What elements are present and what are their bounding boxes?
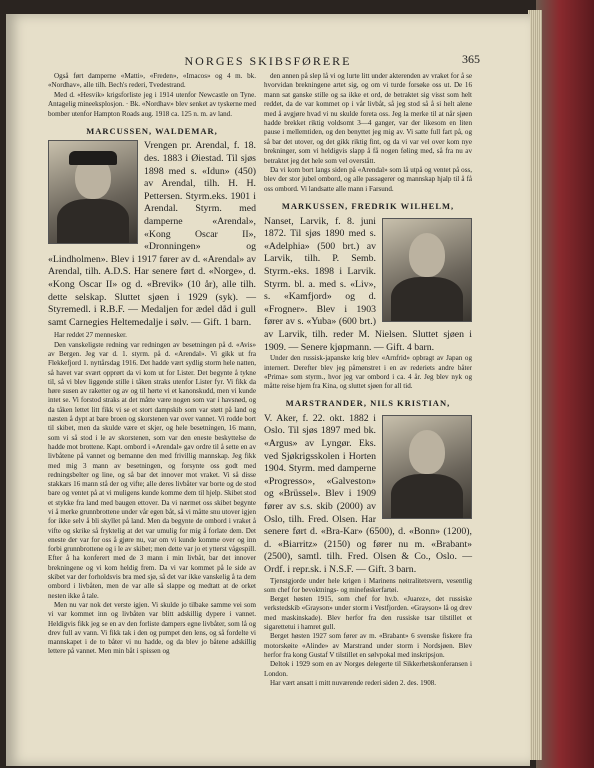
person-bio-text: Vrengen pr. Arendal, f. 18. des. 1883 i Øiestad. Til sjøs 1898 med s. «Idun» (450) av Arendal, tilh. H. H. Pettersen. Styrm.eks. 1901 i Arendal. Styrm. med damperne «Arendal», «Kong Oscar II», «Dronningen» og «Lindholmen». Blev i 1917 fører av d. «Arendal» av Arendal, tilh. A.D.S. Har senere ført d. «Norge», d. «Kong Oscar II» og d. «Brevik» (10 år), alle tilh. dette selskap. Sluttet sjøen i 1929 (syk). — Styremedl. i R.B.F. — Medaljen for ædel dåd i gull samt Carnegies Heltemedalje i sølv. — Gift. 1 barn. [48,140,256,328]
person-bio [264,216,472,355]
story-paragraph: Under den russisk-japanske krig blev «Arnfrid» opbragt av Japan og internert. Derefter blev jeg påmønstret i en av rederiets andre båter «Prima» som styrm., hvor jeg var ombord i ca. 4 år. Jeg blev nyk og måtte reise hjem fra Kina, og sluttet sjøen for all tid. [264,354,472,391]
story-paragraph: Berget høsten 1927 som fører av m. «Brabant» 6 svenske fiskere fra motorskøite «Alinde» av Marstrand under storm i Nordsjøen. Blev herfor fra kong Gustaf V tilstillet en sølvpokal med inskripsjon. [264,632,472,659]
person-bio-text: Nanset, Larvik, f. 8. juni 1872. Til sjøs 1890 med s. «Adelphia» (500 brt.) av Larvik, tilh. P. Semb. Styrm.-eks. 1898 i Larvik. Styrm. bl. a. med s. «Liv», s. «Kamfjord» og d. «Frogner». Blev i 1903 fører av s. «Yuba» (600 brt.) av Larvik, tilh. reder M. Nielsen. Sluttet sjøen i 1909. — Senere kjøpmann. — Gift. 4 barn. [264,215,472,353]
intro-paragraph: Også ført damperne «Matti», «Freden», «Imacos» og 4 m. bk. «Nordhav», alle tilh. Bech's rederi, Tvedestrand. [48,72,256,90]
portrait-photo [48,140,138,244]
person-bio-text: V. Aker, f. 22. okt. 1882 i Oslo. Til sjøs 1897 med bk. «Argus» av Lyngør. Eks. ved Sjøkrigsskolen i Horten 1904. Styrm. med damperne «Progresso», «Galveston» og «Brüssel». Blev i 1909 fører av s.s. skib (2000) av Oslo, tilh. Fred. Olsen. Har senere ført d. «Bra-Kar» (6500), d. «Bonn» (1200), d. «Biarritz» (2150) og fører nu m. «Brabant» (2500), samtl. tilh. Fred. Olsen & Co., Oslo. — Ordf. i repr.sk. i N.S.F. — Gift. 3 barn. [264,412,472,575]
story-paragraph: Berget høsten 1915, som chef for hv.b. «Juarez», det russiske verkstedskib «Grayson» under storm i Vestfjorden. «Grayson» lå og drev med maskinskade). Blev herfor fra den russiske tsar tilstillet et sigarettetui i hamret gull. [264,595,472,632]
story-paragraph: Den vanskeligste redning var redningen av besetningen på d. «Avis» av Bergen. Jeg var d. 1. styrm. på d. «Arendal». Vi gikk ut fra Flekkefjord 1. nyttårsdag 1916. Det hadde vært sydlig storm hele natten, så havet var svært opprørt da vi kom ut for Lister. Det begynte å tykne til, så vi blev liggende stille i tåken straks utenfor Lister fyr. Vi fikk da høre susen av raketter og av og til hørte vi et kanonskudd, men vi kunde intet se. Vi forstod straks at det måtte være nogen som var i havsnød, og da tåken lettet litt fikk vi se et stort dampskib som var støtt på land og næsten å dypt at bare broen og skorstenen var over vannet. Vi rodde bort til skibet, men da skulde være et skjer, og hele besetningen, 16 mann, som vi så stod i le av skorstenen, som var den eneste beskyttelse de hadde mot brottene. Kapt. ombord i «Arendal» gav ordre til å sette en av livbåtene på vannet og bemanne den med frivillig mannskap. Jeg fikk med mig 3 mann av besetningen, og forsynte oss godt med redningsbelter og line, og så bar det innover mot vraket. Vi så disse stakkars 16 mann stå der og vifte; alle deres livbåter var borte og de stod bare og ventet på at vi muligens kunde komme dem til hjelp. Skibet stod et stykke fra land med baugen ettover. Da vi nærmet oss skibet begynte vi å merke grunnbrottene under vår egen båt, så vi måtte snu utover igjen for ikke selv å bli skyllet på land. Men da begynte de ombord i vraket å vifte og skrike så fryktelig at det var umulig for mig å forlate dem. Det eneste der var for oss å gjøre nu, var om vi kunde komme over og inn forbi grunnbrottene og i le av skibet; men dette var jo et ytterst vågespill. Efter å ha konferert med de 3 mann i min livbåt, bar det innover brekningene og vi kom heldig frem. Da vi var kommet på le side av skibet var der forholdsvis bra med sjø, så det var ikke vanskelig å ta dem ombord i livbåten, men de var alle så slappe og medtatt at de orket nesten ikke å tale. [48,340,256,600]
person-name: MARCUSSEN, WALDEMAR, [86,126,218,137]
story-paragraph: Har reddet 27 mennesker. [54,331,127,340]
left-column [48,72,256,657]
story-paragraph: Men nu var nok det verste igjen. Vi skulde jo tilbake samme vei som vi var kommet inn og livbåten var blitt adskillig dypere i vannet. Heldigvis fikk jeg se en av den forliste dampers egne livbåter, som lå og drev full av vann. Vi fikk tak i den og pumpet den lens, og så fordelte vi mannskapet i de to båter vi nu hadde, og da blev jo båtene adskillig lettere på vannet. Men min båt i spissen og [48,600,256,656]
person-bio [264,413,472,577]
book-cover-edge [536,0,594,768]
person-name: MARSTRANDER, NILS KRISTIAN, [285,398,451,409]
story-paragraph: Da vi kom bort langs siden på «Arendal» som lå utpå og ventet på oss, blev der stor jubel ombord, og alle passagerer og mannskap hjalp til å få oss ombord. Vi landsatte alle mann i Farsund. [264,166,472,193]
story-paragraph: Tjenstgjorde under hele krigen i Marinens nøitralitetsvern, vesentlig som chef for bevoktnings- og mineføskerfartøi. [264,576,472,594]
right-column [264,72,472,688]
page-number: 365 [462,52,480,66]
person-bio [48,140,256,329]
page-header: NORGES SKIBSFØRERE [184,54,352,68]
book-page [6,14,530,766]
page-edges [528,10,542,760]
portrait-photo [382,218,472,322]
story-paragraph: Deltok i 1929 som en av Norges delegerte til Sikkerhetskonferansen i London. [264,660,472,678]
story-paragraph: Har vært ansatt i mitt nuværende rederi siden 2. des. 1908. [270,678,437,687]
story-paragraph: den annen på slep lå vi og lurte litt under akterenden av vraket for å se hvorvidan brekningene artet sig, og om vi turde forsøke oss ut. De 16 mann sat ganske stille og sa ikke et ord, de betraktet sig visst som helt reddet, da de var kommet op i vår livbåt, så jeg stod så å si helt alene med å avgjøre hvad vi nu skulde foreta oss. Jeg la merke til at når sjøen hadde brekket riktig voldsomt 3—4 ganger, var der likesom en liten pause i mellemtiden, og den benyttet jeg mig av. Vi satte full fart på, og så bar det utover, og det gikk riktig fint, og da vi var vel over kom nye brekninger, som vi heldigvis slapp å få nogen føling med, så fra nu av betraktet jeg det hele som vel overstått. [264,72,472,165]
intro-paragraph: Med d. «Hesvik» krigsforliste jeg i 1914 utenfor Newcastle on Tyne. Antagelig mineeksplosjon. · Bk. «Nordhav» blev senket av tyskerne med bomber utenfor Hampton Roads aug. 1918 ca. 125 n. m. av land. [48,90,256,118]
person-name: MARKUSSEN, FREDRIK WILHELM, [281,201,455,212]
portrait-photo [382,415,472,519]
